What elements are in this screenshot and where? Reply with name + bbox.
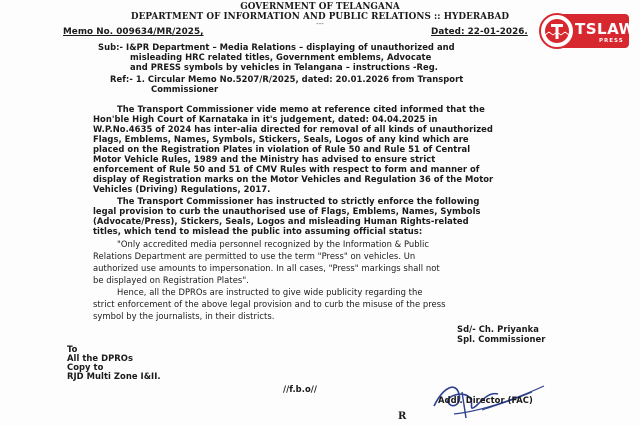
quote-line-3: authorized use amounts to impersonation. In all cases, "Press" markings shall not	[93, 263, 440, 273]
para3-line-2: strict enforcement of the above legal provision and to curb the misuse of the press	[93, 299, 446, 309]
fbo-mark: //f.b.o//	[283, 384, 317, 394]
para1-line-9: Vehicles (Driving) Regulations, 2017.	[93, 184, 271, 194]
copy-to-label: Copy to	[67, 362, 104, 372]
to-label: To	[67, 344, 78, 354]
subject-line-2: misleading HRC related titles, Government emblems, Advocate	[130, 52, 432, 62]
para2-line-4: titles, which tend to mislead the public into assuming official status:	[93, 226, 423, 236]
para1-line-1: The Transport Commissioner vide memo at reference cited informed that the	[117, 104, 485, 114]
quote-line-4: be displayed on Registration Plates".	[93, 275, 249, 285]
signatory-title: Spl. Commissioner	[457, 334, 546, 344]
tslaw-logo	[539, 10, 636, 52]
para2-line-3: (Advocate/Press), Stickers, Seals, Logos and misleading Human Rights-related	[93, 216, 469, 226]
para2-line-1: The Transport Commissioner has instructed to strictly enforce the following	[117, 196, 480, 206]
addl-initial: R	[398, 411, 407, 422]
logo-text: TSLAW	[575, 20, 636, 38]
para3-line-1: Hence, all the DPROs are instructed to give wide publicity regarding the	[117, 287, 423, 297]
government-heading: GOVERNMENT OF TELANGANA	[240, 2, 400, 12]
subject-line-3: and PRESS symbols by vehicles in Telangana – instructions -Reg.	[130, 62, 438, 72]
copy-to-recipients: RJD Multi Zone I&II.	[67, 371, 161, 381]
para1-line-5: placed on the Registration Plates in violation of Rule 50 and Rule 51 of Central	[93, 144, 471, 154]
para1-line-7: enforcement of Rule 50 and 51 of CMV Rules with respect to form and manner of	[93, 164, 480, 174]
para1-line-3: W.P.No.4635 of 2024 has inter-alia directed for removal of all kinds of unauthorized	[93, 124, 493, 134]
quote-line-1: "Only accredited media personnel recognized by the Information & Public	[117, 239, 430, 249]
para1-line-4: Flags, Emblems, Names, Symbols, Stickers, Seals, Logos of any kind which are	[93, 134, 469, 144]
para1-line-6: Motor Vehicle Rules, 1989 and the Ministry has advised to ensure strict	[93, 154, 436, 164]
memo-date: Dated: 22-01-2026.	[431, 27, 528, 37]
quote-line-2: Relations Department are permitted to use the term "Press" on vehicles. Un	[93, 251, 416, 261]
para1-line-8: display of Registration marks on the Motor Vehicles and Regulation 36 of the Motor	[93, 174, 494, 184]
para2-line-2: legal provision to curb the unauthorised use of Flags, Emblems, Names, Symbols	[93, 206, 481, 216]
header-divider: ---	[316, 20, 324, 28]
para3-line-3: symbol by the journalists, in their districts.	[93, 311, 275, 321]
logo-subtext: PRESS	[599, 38, 624, 44]
reference-line-2: Commissioner	[151, 84, 219, 94]
memo-number: Memo No. 009634/MR/2025,	[63, 27, 204, 37]
signatory-name: Sd/- Ch. Priyanka	[457, 324, 539, 334]
para1-line-2: Hon'ble High Court of Karnataka in it's judgement, dated: 04.04.2025 in	[93, 114, 438, 124]
subject-line-1: Sub:- I&PR Department – Media Relations – displaying of unauthorized and	[98, 42, 455, 52]
department-heading: DEPARTMENT OF INFORMATION AND PUBLIC RELATIONS :: HYDERABAD	[130, 12, 510, 22]
to-recipients: All the DPROs	[67, 353, 133, 363]
addl-director-title: Addl. Director (FAC)	[438, 395, 533, 405]
reference-line-1: Ref:- 1. Circular Memo No.5207/R/2025, dated: 20.01.2026 from Transport	[110, 74, 464, 84]
